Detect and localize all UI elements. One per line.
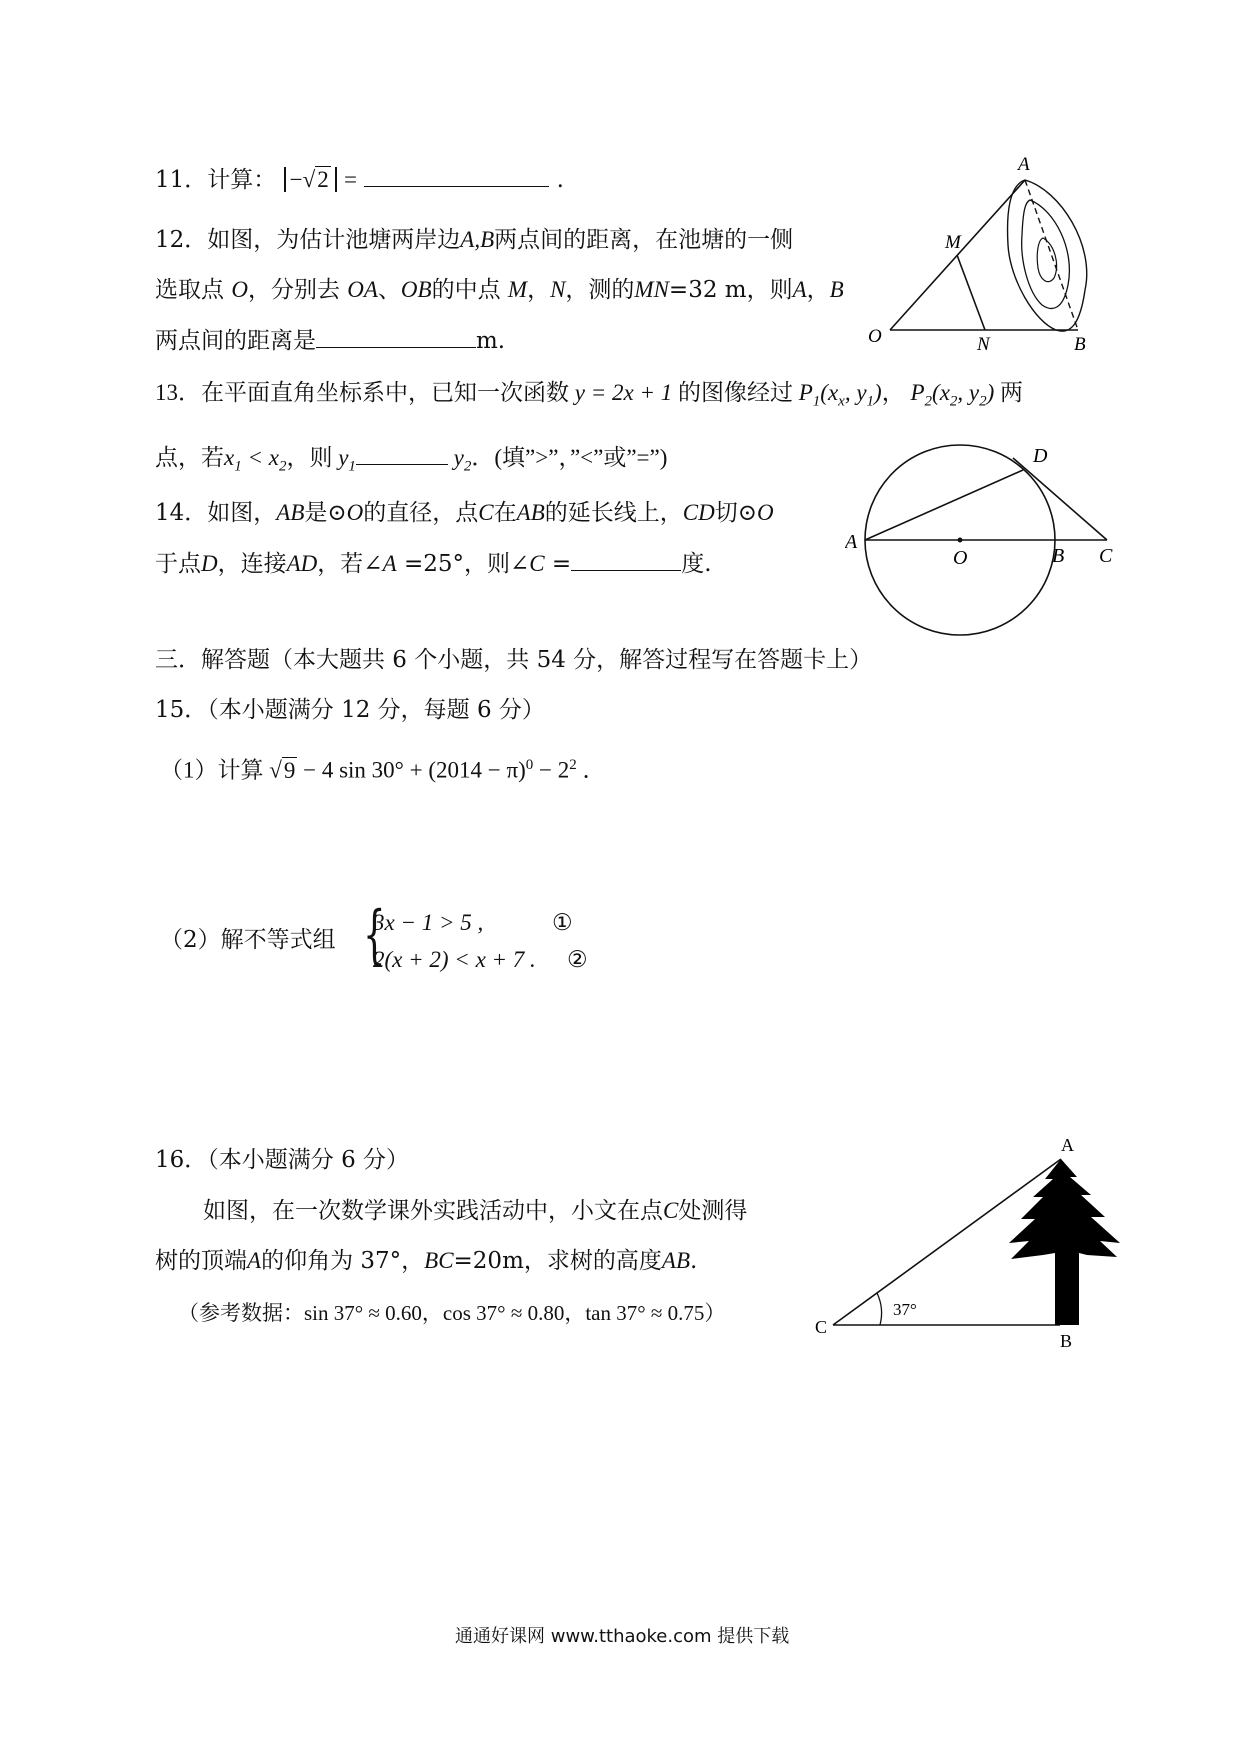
figure-14-circle [845, 440, 1130, 640]
q16-reference-data: （参考数据：sin 37° ≈ 0.60，cos 37° ≈ 0.80，tan 37° ≈ 0.75） [178, 1301, 726, 1325]
label-B: B [1052, 545, 1065, 567]
q12-line2: 选取点 O，分别去 OA、OB的中点 M，N，测的MN=32 m，则A，B [155, 277, 844, 303]
label-C: C [815, 1317, 828, 1337]
label-B: B [1074, 334, 1086, 355]
q12-line3: 两点间的距离是 m. [155, 325, 505, 356]
angle-arc [877, 1293, 882, 1325]
tangent-CD [1013, 458, 1107, 540]
figure-12-pond [860, 150, 1110, 360]
q14-answer-blank [571, 548, 681, 571]
label-A: A [845, 531, 858, 553]
pond-outer-contour [1008, 180, 1087, 331]
q13-answer-blank [356, 442, 448, 465]
q15-part1: （1）计算 √9 − 4 $\sin 30^\circ + (2014 - \pi)^0 - 2^2$ ． [160, 757, 606, 783]
q11-abs-expr: −√2 [284, 167, 337, 192]
q15-ineq2: 2(x + 2) < x + 7 . [373, 947, 536, 972]
line-AD [865, 470, 1023, 540]
figure-16-tree [815, 1135, 1135, 1350]
label-N: N [977, 334, 990, 355]
label-M: M [945, 232, 961, 253]
q11-end: . [556, 167, 564, 193]
label-angle: 37° [893, 1300, 917, 1319]
q16-title: 16．（本小题满分 6 分） [155, 1147, 410, 1173]
label-C: C [1099, 545, 1113, 567]
q11-equals: = [344, 167, 357, 192]
label-A: A [1061, 1135, 1074, 1155]
pond-middle-contour [1022, 200, 1070, 308]
q14-line2: 于点D，连接AD，若∠A =25°，则∠C = 度. [155, 548, 712, 579]
section-3-heading: 三．解答题（本大题共 6 个小题，共 54 分，解答过程写在答题卡上） [155, 647, 873, 673]
label-D: D [1033, 445, 1048, 467]
q15-brace: { [363, 898, 386, 972]
label-O: O [868, 326, 882, 347]
line-AB-dashed [1025, 180, 1078, 330]
q15-part2-label: （2）解不等式组 [160, 927, 336, 953]
line-MN [957, 255, 985, 330]
q13-line2: 点，若$x_1 < x_2$，则 $y_1$ $y_2$．(填”>”，”<”或”=”) [155, 442, 667, 482]
q12-answer-blank [316, 325, 476, 348]
q15-title: 15．（本小题满分 12 分，每题 6 分） [155, 697, 545, 723]
q13-line1: 13．在平面直角坐标系中，已知一次函数 y = 2x + 1 的图像经过 $P_1(x_x$, $y_1$)， $P_2(x_2$, $y_2$) 两 [155, 380, 1024, 410]
q16-line1: 如图，在一次数学课外实践活动中，小文在点C处测得 [203, 1198, 748, 1224]
label-A: A [1018, 154, 1030, 175]
label-B: B [1060, 1331, 1073, 1350]
q11-label: 11．计算： [155, 167, 277, 193]
q15-ineq1: 3x − 1 > 5 , [373, 910, 484, 935]
label-O: O [953, 547, 968, 569]
line-CA [833, 1159, 1061, 1325]
q11-answer-blank [364, 164, 549, 187]
page-footer: 通通好课网 www.tthaoke.com 提供下载 [455, 1626, 790, 1647]
q15-mark2: ② [567, 947, 588, 973]
q16-line2: 树的顶端A的仰角为 37°，BC=20m，求树的高度AB. [155, 1248, 698, 1274]
q12-line1: 12．如图，为估计池塘两岸边A,B两点间的距离，在池塘的一侧 [155, 227, 794, 253]
center-point [958, 538, 963, 543]
q11 [155, 164, 564, 195]
q15-mark1: ① [552, 910, 573, 936]
q14-line1: 14．如图，AB是⊙O的直径，点C在AB的延长线上，CD切⊙O [155, 500, 774, 526]
